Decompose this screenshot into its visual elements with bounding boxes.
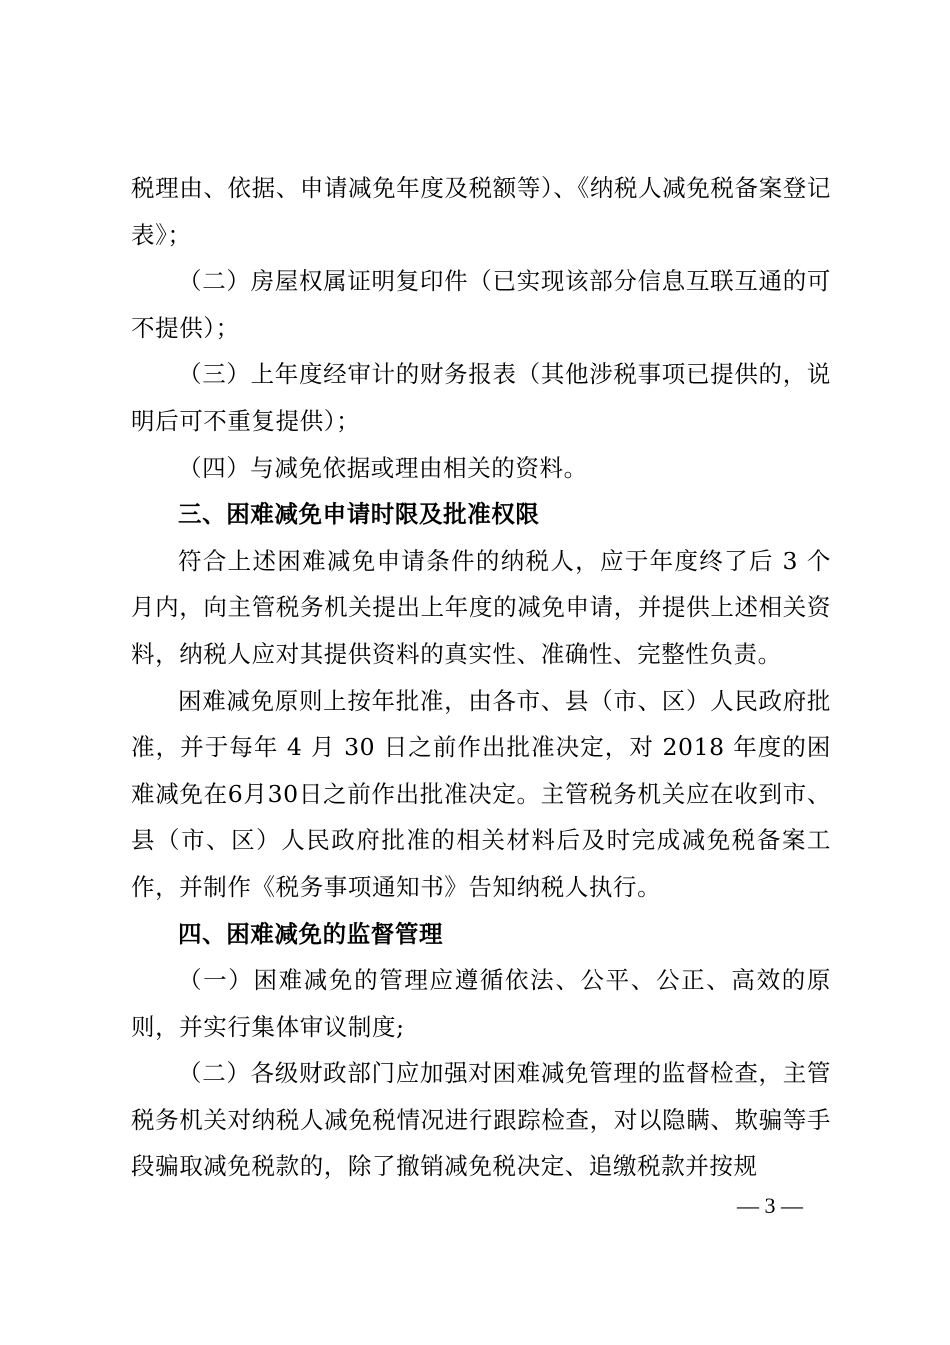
document-body bbox=[131, 165, 831, 1190]
section-heading-4: 四、困难减免的监督管理 bbox=[178, 919, 444, 948]
paragraph-item-4: （四）与减免依据或理由相关的资料。 bbox=[178, 453, 588, 482]
paragraph-item-3: （三）上年度经审计的财务报表（其他涉税事项已提供的，说明后可不重复提供）； bbox=[131, 360, 831, 435]
paragraph-application-deadline: 符合上述困难减免申请条件的纳税人，应于年度终了后 3 个月内，向主管税务机关提出上年度的减免申请，并提供上述相关资料，纳税人应对其提供资料的真实性、准确性、完整性负责。 bbox=[131, 546, 831, 668]
paragraph-item-2: （二）房屋权属证明复印件（已实现该部分信息互联互通的可不提供）； bbox=[131, 267, 831, 342]
page-number: — 3 — bbox=[737, 1193, 803, 1218]
section-heading-3: 三、困难减免申请时限及批准权限 bbox=[178, 500, 540, 529]
paragraph-approval-authority: 困难减免原则上按年批准，由各市、县（市、区）人民政府批准，并于每年 4 月 30 日之前作出批准决定，对 2018 年度的困难减免在6月30日之前作出批准决定。主管税务机关应在收到市、县（市、区）人民政府批准的相关材料后及时完成减免税备案工作，并制作《税务事项通知书》告知纳税人执行。 bbox=[131, 686, 831, 901]
paragraph-supervision-2: （二）各级财政部门应加强对困难减免管理的监督检查，主管税务机关对纳税人减免税情况进行跟踪检查，对以隐瞒、欺骗等手段骗取减免税款的，除了撤销减免税决定、追缴税款并按规 bbox=[131, 1059, 831, 1181]
paragraph-materials-continued: 税理由、依据、申请减免年度及税额等）、《纳税人减免税备案登记表》； bbox=[131, 174, 831, 249]
paragraph-supervision-1: （一）困难减免的管理应遵循依法、公平、公正、高效的原则，并实行集体审议制度; bbox=[131, 966, 831, 1041]
